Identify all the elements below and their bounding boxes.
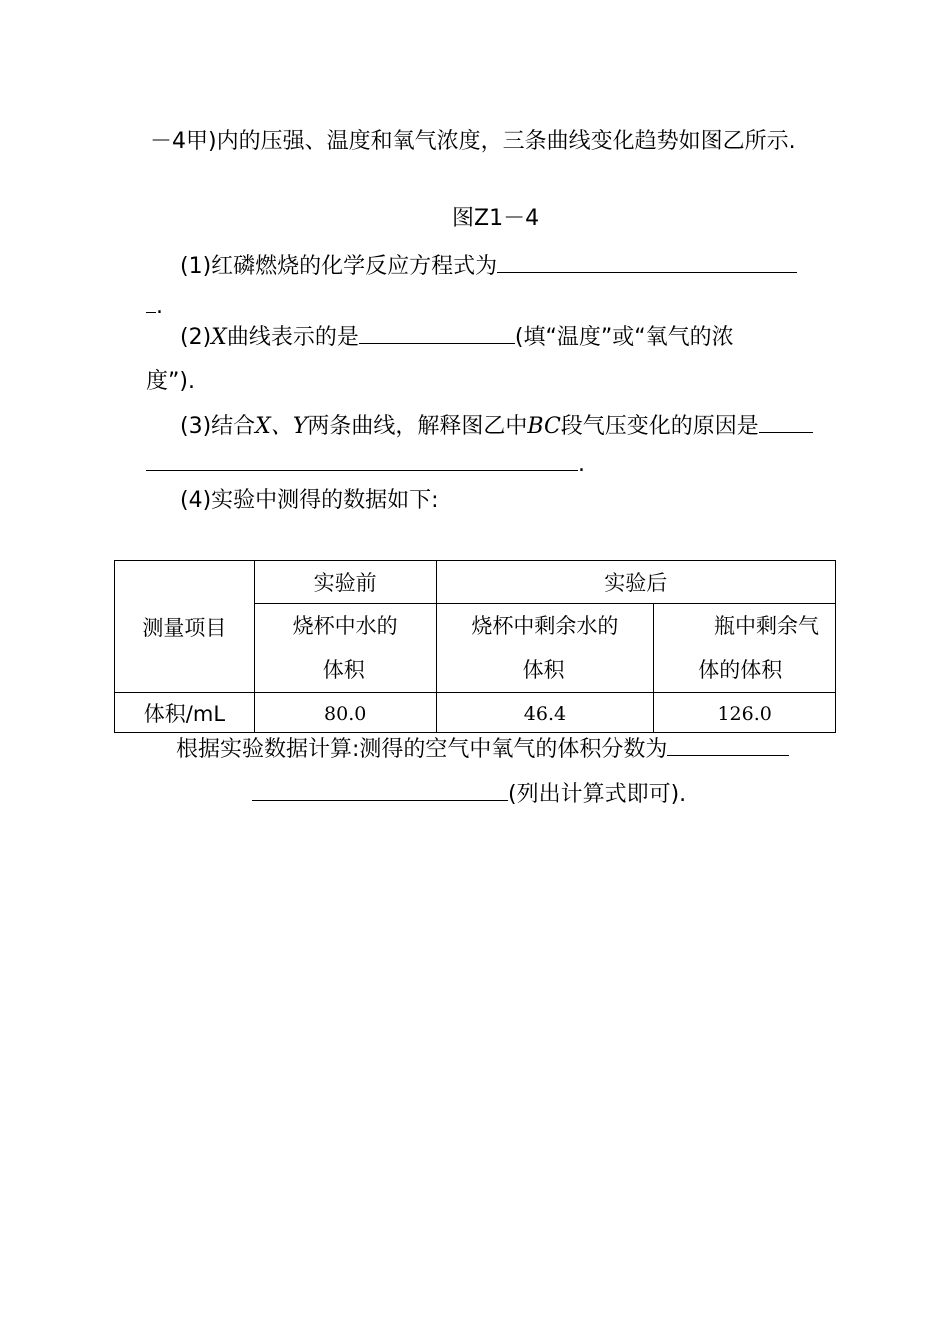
- sub-before-cell: [254, 604, 436, 693]
- figure-caption-text: 图Z1－4: [452, 206, 540, 231]
- question-4-text: (4)实验中测得的数据如下:: [180, 488, 439, 513]
- question-2-var-x: X: [211, 325, 227, 350]
- header-after-cell: [436, 561, 835, 604]
- header-before: 实验前: [313, 571, 377, 595]
- question-1-end: .: [156, 294, 163, 319]
- question-2-cont: [146, 368, 195, 396]
- answer-blank-2[interactable]: [359, 323, 515, 344]
- question-2-hint-cont: 度”).: [146, 369, 195, 394]
- value-after-water: 46.4: [523, 702, 567, 725]
- answer-blank-3b[interactable]: [146, 450, 578, 471]
- answer-blank-calc-a[interactable]: [667, 735, 789, 756]
- question-3: [180, 412, 813, 441]
- answer-blank-calc-b[interactable]: [252, 780, 508, 801]
- calc-question: [176, 735, 789, 764]
- sub-after-water-line-1: 烧杯中剩余水的: [471, 614, 619, 638]
- table-header-row: [115, 561, 836, 604]
- row-label-cell: [115, 693, 255, 733]
- question-3-end: .: [578, 452, 585, 477]
- data-table: [114, 560, 836, 733]
- header-after: 实验后: [604, 571, 668, 595]
- intro-text: －4甲)内的压强、温度和氧气浓度，三条曲线变化趋势如图乙所示.: [150, 129, 796, 154]
- question-3-var-xy: X、Y: [255, 414, 308, 439]
- question-1: [180, 252, 797, 281]
- sub-after-gas-line-2: 体的体积: [698, 658, 783, 682]
- header-item: 测量项目: [142, 615, 227, 640]
- answer-blank-1b[interactable]: [146, 292, 156, 313]
- question-2-prefix: (2): [180, 325, 212, 350]
- value-cell-before: [254, 693, 436, 733]
- sub-after-gas-line-1: 瓶中剩余气: [714, 614, 819, 638]
- value-cell-after-gas: [654, 693, 836, 733]
- value-before: 80.0: [324, 702, 367, 725]
- question-1-cont: [146, 292, 163, 321]
- intro-line: [150, 128, 796, 156]
- sub-before-line-2: 体积: [322, 658, 365, 682]
- question-2: [180, 323, 734, 352]
- calc-text: 根据实验数据计算:测得的空气中氧气的体积分数为: [176, 737, 668, 762]
- sub-after-water-cell: [436, 604, 654, 693]
- question-3-var-bc: BC: [527, 414, 561, 439]
- question-4: [180, 487, 439, 515]
- value-cell-after-water: [436, 693, 654, 733]
- calc-question-cont: [252, 780, 686, 809]
- answer-blank-3a[interactable]: [759, 412, 813, 433]
- figure-caption: [452, 205, 539, 233]
- question-2-hint: (填“温度”或“氧气的浓: [514, 325, 734, 350]
- value-after-gas: 126.0: [717, 702, 772, 725]
- question-3-text1: 两条曲线，解释图乙中: [307, 414, 528, 439]
- sub-after-water-line-2: 体积: [522, 658, 565, 682]
- question-2-text: 曲线表示的是: [226, 325, 359, 350]
- question-1-text: (1)红磷燃烧的化学反应方程式为: [180, 254, 498, 279]
- sub-before-line-1: 烧杯中水的: [292, 614, 398, 638]
- row-label: 体积/mL: [143, 701, 226, 726]
- header-item-cell: [115, 561, 255, 693]
- sub-after-gas-cell: [654, 604, 836, 693]
- header-before-cell: [254, 561, 436, 604]
- answer-blank-1a[interactable]: [497, 252, 797, 273]
- table-row: [115, 693, 836, 733]
- question-3-prefix: (3)结合: [180, 414, 256, 439]
- question-3-cont: [146, 450, 585, 479]
- question-3-text2: 段气压变化的原因是: [560, 414, 759, 439]
- calc-end: (列出计算式即可).: [508, 782, 687, 807]
